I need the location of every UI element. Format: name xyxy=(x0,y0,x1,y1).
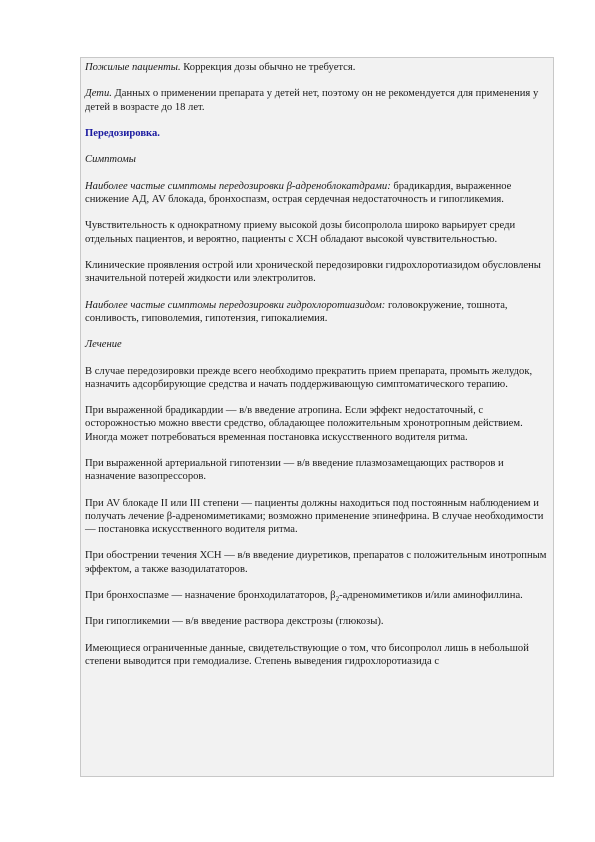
chf-paragraph: При обострении течения ХСН — в/в введение диуретиков, препаратов с положительным инотропным эффектом, а также вазодилататоров. xyxy=(85,550,547,575)
sensitivity-paragraph: Чувствительность к однократному приему высокой дозы бисопролола широко варьирует среди отдельных пациентов, и вероятно, пациенты с ХСН обладают высокой чувствительностью. xyxy=(85,220,516,245)
bronchospasm-subscript: 2 xyxy=(335,595,340,604)
bronchospasm-paragraph xyxy=(85,589,549,602)
bradycardia-paragraph: При выраженной брадикардии — в/в введение атропина. Если эффект недостаточный, с осторожностью можно ввести средство, обладающее положительным хронотропным действием. Иногда может потребоваться временная постановка искусственного водителя ритма. xyxy=(85,405,523,443)
document-frame xyxy=(80,57,554,777)
symptoms-heading: Симптомы xyxy=(85,154,136,166)
beta-symptoms-paragraph xyxy=(85,180,549,206)
beta-symptoms-label: Наиболее частые симптомы передозировки β-адреноблокатдрами: xyxy=(85,180,391,192)
overdose-heading: Передозировка. xyxy=(85,127,160,139)
elderly-label: Пожилые пациенты. xyxy=(85,62,181,73)
hctz-symptoms-text: головокружение, тошнота, сонливость, гиповолемия, гипотензия, гипокалиемия. xyxy=(85,299,508,324)
treatment-general-paragraph: В случае передозировки прежде всего необходимо прекратить прием препарата, промыть желудок, назначить адсорбирующие средства и начать поддерживающую симптоматического терапию. xyxy=(85,365,533,390)
hctz-symptoms-paragraph xyxy=(85,299,549,325)
bronchospasm-text-a: При бронхоспазме — назначение бронходилататоров, β xyxy=(85,589,336,601)
dialysis-paragraph: Имеющиеся ограниченные данные, свидетельствующие о том, что бисопролол лишь в небольшой степени выводится при гемодиализе. Степень выведения гидрохлоротиазида с xyxy=(85,642,529,667)
bronchospasm-text-b: -адреномиметиков и/или аминофиллина. xyxy=(339,589,523,601)
hypoglycemia-paragraph: При гипогликемии — в/в введение раствора декстрозы (глюкозы). xyxy=(85,616,384,628)
hctz-symptoms-label: Наиболее частые симптомы передозировки гидрохлоротиазидом: xyxy=(85,299,386,311)
treatment-heading: Лечение xyxy=(85,339,122,351)
beta-symptoms-text: брадикардия, выраженное снижение АД, AV блокада, бронхоспазм, острая сердечная недостаточность и гипогликемия. xyxy=(85,180,512,205)
elderly-text: Коррекция дозы обычно не требуется. xyxy=(180,62,356,73)
av-block-paragraph: При AV блокаде II или III степени — пациенты должны находиться под постоянным наблюдением и получать лечение β-адреномиметиками; возможно применение эпинефрина. В случае необходимости — постановка искусственного водителя ритма. xyxy=(85,497,544,535)
children-paragraph xyxy=(85,87,549,113)
elderly-paragraph xyxy=(85,61,549,74)
children-text: Данных о применении препарата у детей нет, поэтому он не рекомендуется для применения у детей в возрасте до 18 лет. xyxy=(85,88,539,113)
children-label: Дети. xyxy=(85,88,112,100)
hypotension-paragraph: При выраженной артериальной гипотензии — в/в введение плазмозамещающих растворов и назначение вазопрессоров. xyxy=(85,457,504,483)
clinical-paragraph: Клинические проявления острой или хронической передозировки гидрохлоротиазидом обусловлены значительной потерей жидкости или электролитов. xyxy=(85,259,541,285)
